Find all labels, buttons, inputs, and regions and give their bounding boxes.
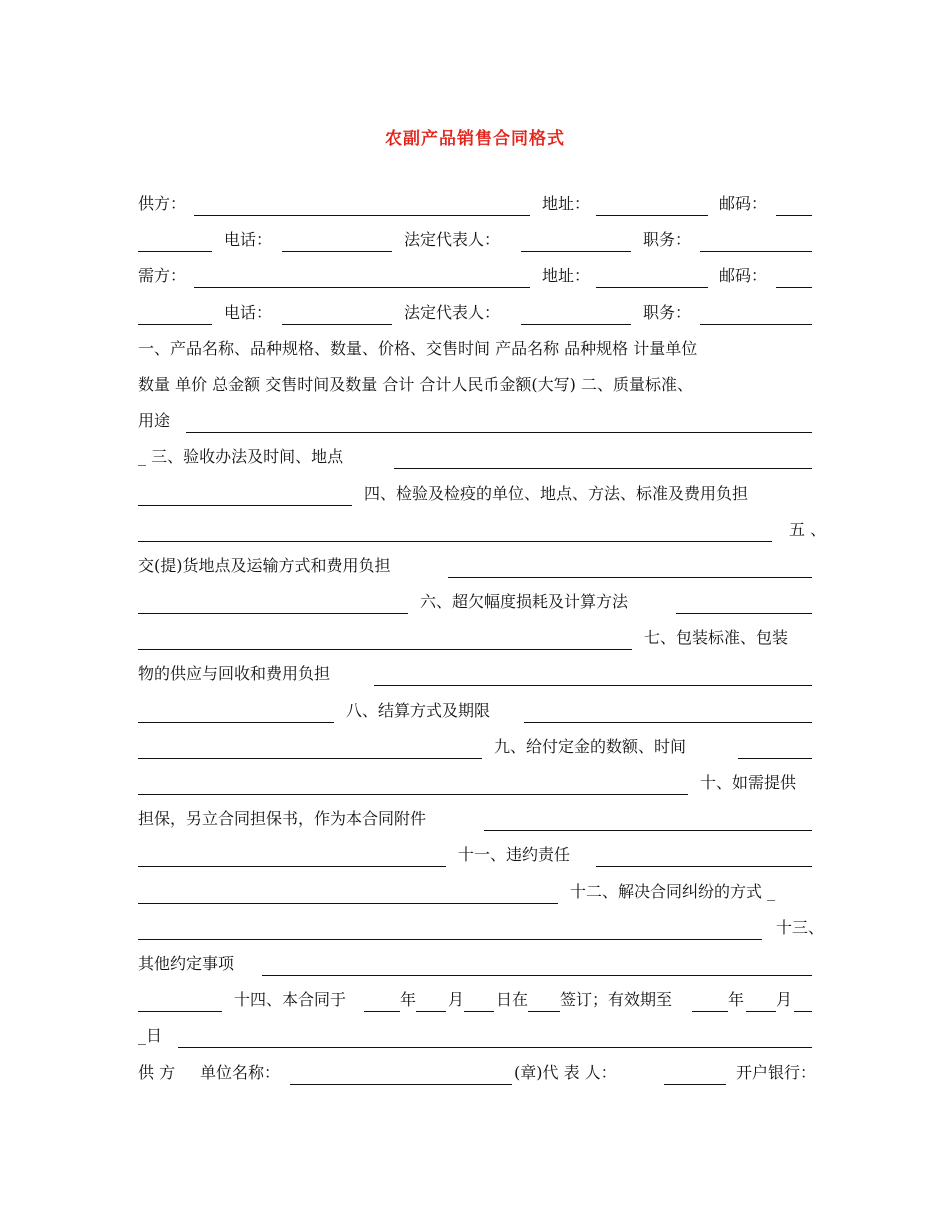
clause-13-field-cont[interactable] <box>138 988 222 1012</box>
clause-12-row <box>138 880 812 916</box>
buyer-legal-rep-label: 法定代表人： <box>404 302 501 322</box>
supplier-row-1 <box>138 192 812 228</box>
clause-13-field[interactable] <box>262 952 812 976</box>
buyer-address-field[interactable] <box>596 264 708 288</box>
usage-field[interactable] <box>186 409 812 433</box>
buyer-position-field[interactable] <box>700 301 812 325</box>
clause-10-row-2 <box>138 807 812 843</box>
clause-9-field-cont[interactable] <box>138 771 688 795</box>
supplier-address-field[interactable] <box>596 192 708 216</box>
clause-5-field-cont[interactable] <box>138 590 408 614</box>
clause-12-field[interactable] <box>138 916 762 940</box>
supplier-name-field[interactable] <box>194 192 530 216</box>
valid-day-label: _日 <box>138 1026 163 1046</box>
clause-5-row-1 <box>138 518 827 554</box>
supplier-address-label: 地址： <box>542 194 591 213</box>
valid-year-label: 年 <box>728 990 745 1010</box>
clause-11-row <box>138 843 812 879</box>
buyer-legal-rep-field[interactable] <box>521 301 631 325</box>
buyer-row-2 <box>138 301 812 337</box>
signature-row <box>138 1061 817 1097</box>
clause-13-row-1 <box>138 916 825 952</box>
clause-7-row-1 <box>138 626 812 662</box>
clause-10-field-cont[interactable] <box>138 843 446 867</box>
clause-11-field-cont[interactable] <box>138 880 558 904</box>
unit-name-label: 单位名称： <box>200 1062 281 1082</box>
clause-10-text-b: 担保，另立合同担保书，作为本合同附件 <box>138 809 427 829</box>
clause-3-field[interactable] <box>394 445 812 469</box>
valid-month-label: 月 <box>776 990 793 1010</box>
clause-3-field-cont[interactable] <box>138 482 352 506</box>
buyer-postcode-label: 邮码： <box>719 266 768 286</box>
valid-month-field[interactable] <box>746 988 776 1012</box>
supplier-row-2 <box>138 228 812 264</box>
supplier-position-label: 职务： <box>643 230 692 250</box>
clause-7-field-cont[interactable] <box>138 699 334 723</box>
clause-1-text-a: 一、产品名称、品种规格、数量、价格、交售时间 产品名称 品种规格 计量单位 <box>138 338 698 358</box>
signature-party-label: 供 方 <box>138 1062 176 1082</box>
sign-day-at-label: 日在 <box>496 990 529 1010</box>
supplier-phone-label: 电话： <box>224 230 273 250</box>
clause-5-text: 交(提)货地点及运输方式和费用负担 <box>138 555 391 575</box>
clause-11-field[interactable] <box>596 843 812 867</box>
clause-6-text: 六、超欠幅度损耗及计算方法 <box>420 592 629 612</box>
unit-name-field[interactable] <box>290 1061 512 1085</box>
clause-11-text: 十一、违约责任 <box>458 845 571 865</box>
clause-2-row <box>138 409 812 445</box>
clause-5-number: 五 、 <box>789 519 827 539</box>
document-title: 农副产品销售合同格式 <box>385 129 565 149</box>
clause-8-text: 八、结算方式及期限 <box>346 700 491 720</box>
sign-year-label: 年 <box>400 990 417 1010</box>
sign-month-label: 月 <box>448 990 465 1010</box>
supplier-postcode-field-cont[interactable] <box>138 228 212 252</box>
clause-12-text: 十二、解决合同纠纷的方式 _ <box>570 881 776 901</box>
clause-13-text-b: 其他约定事项 <box>138 953 235 973</box>
valid-day-field[interactable] <box>794 988 812 1012</box>
clause-6-field[interactable] <box>676 590 812 614</box>
buyer-row-1 <box>138 264 812 300</box>
sign-year-field[interactable] <box>364 988 400 1012</box>
clause-10-field[interactable] <box>484 807 812 831</box>
clause-5-row-2 <box>138 554 812 590</box>
bank-label: 开户银行： <box>736 1062 817 1082</box>
buyer-postcode-field-cont[interactable] <box>138 301 212 325</box>
clause-9-row <box>138 735 812 771</box>
clause-9-field[interactable] <box>738 735 812 759</box>
clause-1-text-b: 数量 单价 总金额 交售时间及数量 合计 合计人民币金额(大写) 二、质量标准、 <box>138 374 694 394</box>
buyer-position-label: 职务： <box>643 302 692 322</box>
seal-representative-label: (章)代 表 人： <box>514 1062 617 1082</box>
clause-4-text: 四、检验及检疫的单位、地点、方法、标准及费用负担 <box>364 483 749 503</box>
clause-14-row-1 <box>138 988 812 1024</box>
clause-7-text-a: 七、包装标准、包装 <box>644 628 789 648</box>
supplier-phone-field[interactable] <box>282 228 392 252</box>
clause-5-field[interactable] <box>448 554 812 578</box>
clause-14-row-2 <box>138 1024 812 1060</box>
clause-3-text: _ 三、验收办法及时间、地点 <box>138 447 344 467</box>
sign-day-field[interactable] <box>464 988 494 1012</box>
clause-14-text: 十四、本合同于 <box>234 990 347 1010</box>
clause-6-field-cont[interactable] <box>138 626 632 650</box>
clause-7-row-2 <box>138 662 812 698</box>
clause-10-row-1 <box>138 771 812 807</box>
clause-10-text-a: 十、如需提供 <box>700 773 797 792</box>
sign-place-field[interactable] <box>528 988 560 1012</box>
supplier-legal-rep-field[interactable] <box>521 228 631 252</box>
clause-7-field[interactable] <box>374 662 812 686</box>
buyer-address-label: 地址： <box>542 266 591 286</box>
clause-1-row-2 <box>138 373 812 409</box>
supplier-postcode-label: 邮码： <box>719 194 768 213</box>
clause-4-row <box>138 482 812 518</box>
clause-1-row-1 <box>138 337 812 373</box>
usage-label: 用途 <box>138 411 171 431</box>
clause-7-text-b: 物的供应与回收和费用负担 <box>138 664 331 684</box>
buyer-phone-field[interactable] <box>282 301 392 325</box>
representative-field[interactable] <box>664 1061 726 1085</box>
sign-month-field[interactable] <box>416 988 446 1012</box>
buyer-postcode-field[interactable] <box>776 264 812 288</box>
supplier-position-field[interactable] <box>700 228 812 252</box>
clause-14-field[interactable] <box>178 1024 812 1048</box>
clause-13-text-a: 十三、 <box>776 917 825 937</box>
clause-13-row-2 <box>138 952 812 988</box>
supplier-label: 供方： <box>138 194 187 213</box>
clause-9-text: 九、给付定金的数额、时间 <box>494 736 687 756</box>
clause-8-field-cont[interactable] <box>138 735 482 759</box>
clause-8-row <box>138 699 812 735</box>
contract-body <box>138 192 827 1097</box>
clause-6-row <box>138 590 812 626</box>
buyer-label: 需方： <box>138 266 187 286</box>
buyer-name-field[interactable] <box>194 264 530 288</box>
valid-year-field[interactable] <box>692 988 728 1012</box>
clause-8-field[interactable] <box>524 699 812 723</box>
clause-4-field[interactable] <box>138 518 772 542</box>
supplier-legal-rep-label: 法定代表人： <box>404 230 501 250</box>
signed-valid-label: 签订；有效期至 <box>560 990 673 1010</box>
supplier-postcode-field[interactable] <box>776 192 812 216</box>
clause-3-row <box>138 445 812 481</box>
buyer-phone-label: 电话： <box>224 302 273 322</box>
